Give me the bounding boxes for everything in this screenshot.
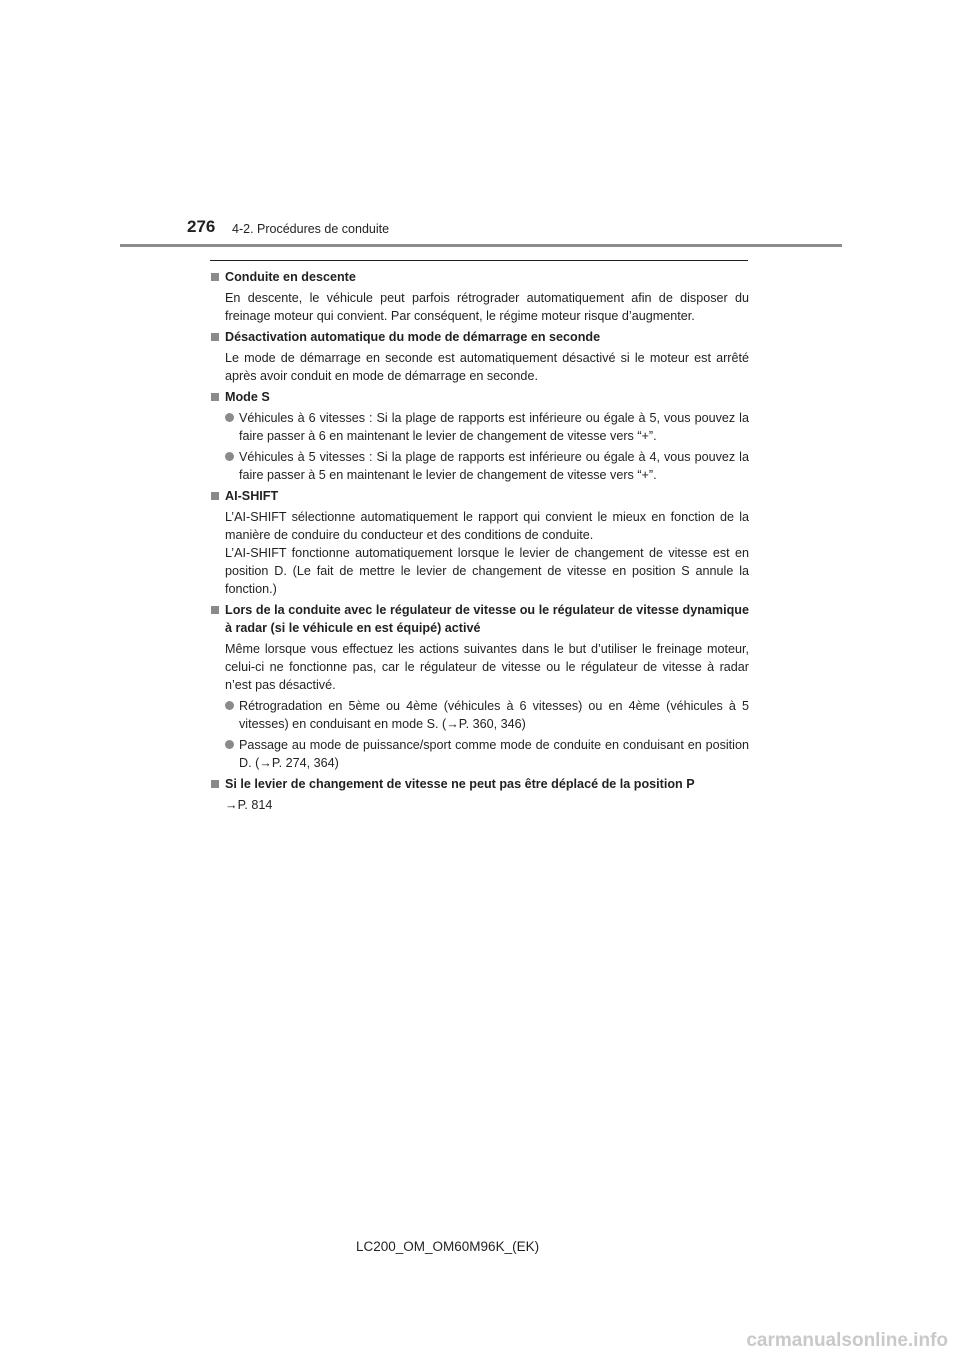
square-bullet-icon	[211, 606, 219, 614]
document-id: LC200_OM_OM60M96K_(EK)	[356, 1239, 540, 1254]
bullet-item: Véhicules à 5 vitesses : Si la plage de rapports est inférieure ou égale à 4, vous pouvez la faire passer à 5 en maintenant le levier de changement de vitesse vers “+”.	[210, 448, 749, 484]
section-desactivation-seconde	[210, 328, 749, 385]
chapter-title: 4-2. Procédures de conduite	[232, 222, 390, 236]
paragraph: Même lorsque vous effectuez les actions suivantes dans le but d’utiliser le freinage moteur, celui-ci ne fonctionne pas, car le régulateur de vitesse ou le régulateur de vitesse à radar n’est pas désactivé.	[225, 642, 749, 692]
page-number: 276	[187, 217, 216, 236]
page-content	[210, 268, 749, 816]
circle-bullet-icon	[225, 740, 234, 749]
circle-bullet-icon	[225, 452, 234, 461]
paragraph: Le mode de démarrage en seconde est automatiquement désactivé si le moteur est arrêté après avoir conduit en mode de démarrage en seconde.	[225, 351, 749, 383]
circle-bullet-icon	[225, 413, 234, 422]
circle-bullet-icon	[225, 701, 234, 710]
square-bullet-icon	[211, 780, 219, 788]
page-reference: →P. 814	[225, 798, 273, 812]
paragraph: En descente, le véhicule peut parfois rétrograder automatiquement afin de disposer du freinage moteur qui convient. Par conséquent, le régime moteur risque d’augmenter.	[225, 291, 749, 323]
paragraph: L’AI-SHIFT fonctionne automatiquement lorsque le levier de changement de vitesse est en position D. (Le fait de mettre le levier de changement de vitesse en position S annule la fonction.)	[225, 546, 749, 596]
section-title: AI-SHIFT	[210, 487, 749, 505]
content-divider	[210, 260, 748, 261]
bullet-item: Passage au mode de puissance/sport comme mode de conduite en conduisant en position D. (→P. 274, 364)	[210, 736, 749, 772]
section-ai-shift	[210, 487, 749, 598]
section-mode-s	[210, 388, 749, 484]
section-regulateur-vitesse	[210, 601, 749, 772]
bullet-item: Véhicules à 6 vitesses : Si la plage de rapports est inférieure ou égale à 5, vous pouvez la faire passer à 6 en maintenant le levier de changement de vitesse vers “+”.	[210, 409, 749, 445]
section-title: Lors de la conduite avec le régulateur de vitesse ou le régulateur de vitesse dynamique à radar (si le véhicule en est équipé) activé	[210, 601, 749, 637]
section-conduite-descente	[210, 268, 749, 325]
header-divider	[120, 244, 842, 247]
section-title: Mode S	[210, 388, 749, 406]
bullet-item: Rétrogradation en 5ème ou 4ème (véhicules à 6 vitesses) ou en 4ème (véhicules à 5 vitesses) en conduisant en mode S. (→P. 360, 346)	[210, 697, 749, 733]
square-bullet-icon	[211, 492, 219, 500]
section-title: Désactivation automatique du mode de démarrage en seconde	[210, 328, 749, 346]
watermark: carmanualsonline.info	[746, 1330, 948, 1351]
paragraph: L’AI-SHIFT sélectionne automatiquement le rapport qui convient le mieux en fonction de la manière de conduire du conducteur et des conditions de conduite.	[225, 510, 749, 542]
section-title: Si le levier de changement de vitesse ne peut pas être déplacé de la position P	[210, 775, 749, 793]
square-bullet-icon	[211, 333, 219, 341]
square-bullet-icon	[211, 273, 219, 281]
square-bullet-icon	[211, 393, 219, 401]
section-levier-position-p	[210, 775, 749, 814]
section-title: Conduite en descente	[210, 268, 749, 286]
